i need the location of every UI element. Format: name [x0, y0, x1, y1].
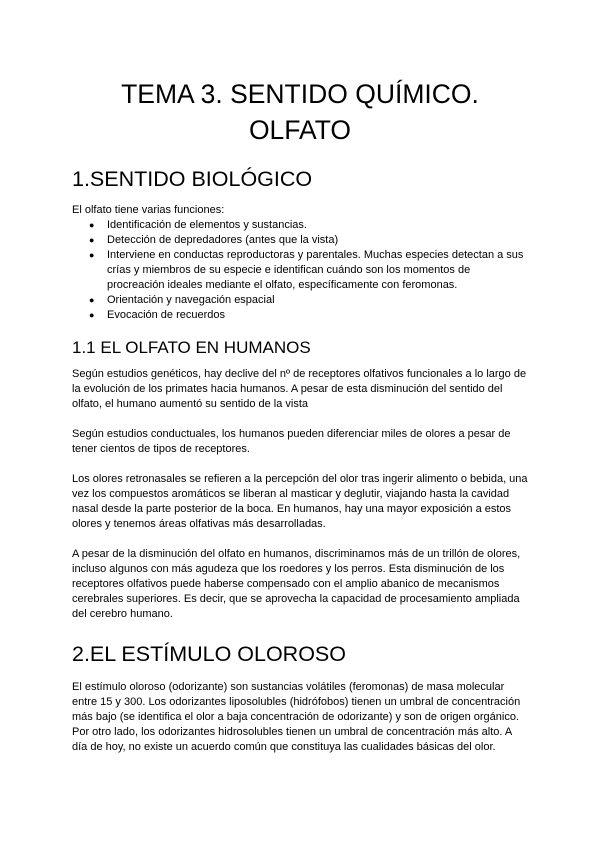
- bullet-icon: ●: [89, 220, 95, 230]
- section-1-intro: El olfato tiene varias funciones:: [72, 204, 225, 216]
- paragraph: El estímulo oloroso (odorizante) son sustancias volátiles (feromonas) de masa molecular entre 15 y 300. Los odorizantes liposolubles (hidrófobos) tienen un umbral de concentración más bajo (se identifica el olor a baja concentración de odorizante) y son de origen orgánico. Por otro lado, los odorizantes hidrosolubles tienen un umbral de concentración más alto. A día de hoy, no existe un acuerdo común que constituya las cualidades básicas del olor.: [72, 681, 521, 753]
- list-item: [89, 248, 528, 293]
- document-title-line-1: TEMA 3. SENTIDO QUÍMICO.: [121, 79, 479, 109]
- list-item-text: Detección de depredadores (antes que la vista): [107, 234, 339, 246]
- list-item: [89, 293, 528, 308]
- list-item: [89, 308, 528, 323]
- bullet-icon: ●: [89, 310, 95, 320]
- list-item-text: Identificación de elementos y sustancias.: [107, 219, 307, 231]
- bullet-icon: ●: [89, 295, 95, 305]
- paragraph: A pesar de la disminución del olfato en humanos, discriminamos más de un trillón de olores, incluso algunos con más agudeza que los roedores y los perros. Esta disminución de los receptores olfativos puede haberse compensado con el amplio abanico de mecanismos cerebrales superiores. Es decir, que se aprovecha la capacidad de procesamiento ampliada del cerebro humano.: [72, 548, 521, 620]
- bullet-icon: ●: [89, 250, 95, 260]
- paragraph: Los olores retronasales se refieren a la percepción del olor tras ingerir alimento o bebida, una vez los compuestos aromáticos se liberan al masticar y deglutir, viajando hasta la cavidad nasal desde la parte posterior de la boca. En humanos, hay una mayor exposición a estos olores y tenemos áreas olfativas más desarrolladas.: [72, 473, 528, 530]
- list-item: [89, 233, 528, 248]
- document-title-line-2: OLFATO: [248, 115, 352, 145]
- functions-list: [72, 218, 528, 323]
- list-item-text: Orientación y navegación espacial: [107, 294, 275, 306]
- section-1-heading: 1.SENTIDO BIOLÓGICO: [72, 167, 313, 191]
- bullet-icon: ●: [89, 235, 95, 245]
- document-title: [72, 0, 528, 148]
- paragraph: Según estudios conductuales, los humanos pueden diferenciar miles de olores a pesar de tener cientos de tipos de receptores.: [72, 428, 511, 455]
- paragraph: Según estudios genéticos, hay declive del nº de receptores olfativos funcionales a lo largo de la evolución de los primates hacia humanos. A pesar de esta disminución del sentido del olfato, el humano aumentó su sentido de la vista: [72, 368, 527, 410]
- section-2-heading: 2.EL ESTÍMULO OLOROSO: [72, 642, 346, 666]
- list-item-text: Interviene en conductas reproductoras y parentales. Muchas especies detectan a sus crías y miembros de su especie e identifican cuándo son los momentos de procreación ideales mediante el olfato, específicamente con feromonas.: [107, 249, 524, 291]
- list-item: [89, 218, 528, 233]
- section-1-1-heading: 1.1 EL OLFATO EN HUMANOS: [72, 338, 311, 357]
- list-item-text: Evocación de recuerdos: [107, 309, 226, 321]
